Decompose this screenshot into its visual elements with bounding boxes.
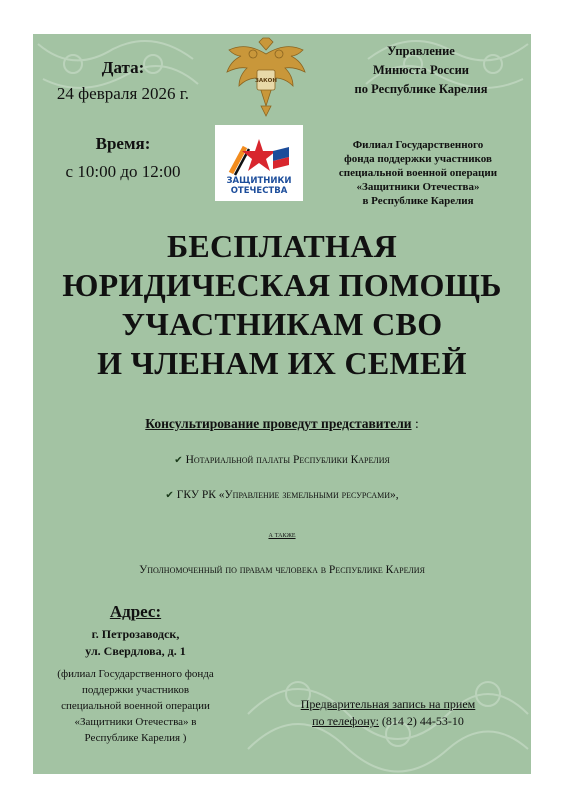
double-headed-eagle-icon bbox=[223, 36, 309, 118]
ministry-line1: Управление bbox=[387, 44, 455, 58]
ministry-line3: по Республике Карелия bbox=[354, 82, 488, 96]
fund-logo-text-2: ОТЕЧЕСТВА bbox=[230, 186, 288, 196]
headline-line2: ЮРИДИЧЕСКАЯ ПОМОЩЬ bbox=[62, 267, 502, 303]
ombudsman-label: Уполномоченный по правам человека в Республике Карелия bbox=[139, 564, 425, 576]
address-note2: поддержки участников bbox=[81, 684, 190, 696]
headline-line4: И ЧЛЕНАМ ИХ СЕМЕЙ bbox=[97, 345, 467, 381]
fund-line4: «Защитники Отечества» bbox=[356, 181, 480, 193]
also-label: а также bbox=[268, 530, 296, 539]
time-value: с 10:00 до 12:00 bbox=[65, 162, 181, 181]
ministry-line2: Минюста России bbox=[372, 63, 470, 77]
fund-logo bbox=[215, 125, 303, 201]
booking-block bbox=[273, 696, 503, 730]
time-label: Время: bbox=[95, 134, 151, 153]
address-line2: ул. Свердлова, д. 1 bbox=[85, 644, 186, 658]
date-value: 24 февраля 2026 г. bbox=[56, 84, 190, 103]
org-notary-label: Нотариальной палаты Республики Карелия bbox=[185, 454, 390, 466]
consult-suffix: : bbox=[411, 416, 419, 431]
headline-line1: БЕСПЛАТНАЯ bbox=[166, 228, 398, 264]
address-note5: Республике Карелия ) bbox=[84, 732, 187, 744]
address-title: Адрес: bbox=[109, 602, 162, 621]
address-block bbox=[33, 626, 238, 660]
checkmark-icon: ✔ bbox=[165, 490, 174, 501]
date-label: Дата: bbox=[101, 58, 145, 77]
ministry-block bbox=[346, 42, 496, 99]
consult-heading bbox=[33, 416, 531, 432]
poster bbox=[33, 34, 531, 774]
fund-block bbox=[318, 138, 518, 208]
fund-line3: специальной военной операции bbox=[338, 167, 498, 179]
emblem-shield-text: ЗАКОН bbox=[255, 78, 277, 84]
booking-phone-label: по телефону: bbox=[312, 714, 379, 728]
address-note3: специальной военной операции bbox=[61, 700, 210, 712]
fund-logo-text-1: ЗАЩИТНИКИ bbox=[226, 176, 292, 186]
fund-line5: в Республике Карелия bbox=[362, 195, 474, 207]
consult-text: Консультирование проведут представители bbox=[145, 416, 412, 431]
org-item-notary bbox=[33, 454, 531, 466]
address-line1: г. Петрозаводск, bbox=[91, 627, 180, 641]
checkmark-icon: ✔ bbox=[174, 455, 183, 466]
fund-line1: Филиал Государственного bbox=[352, 139, 484, 151]
booking-line1: Предварительная запись на прием bbox=[300, 697, 476, 711]
fund-line2: фонда поддержки участников bbox=[344, 153, 492, 165]
booking-phone[interactable]: (814 2) 44-53-10 bbox=[378, 714, 464, 728]
star-ribbon-icon bbox=[215, 125, 303, 201]
address-note4: «Защитники Отечества» в bbox=[74, 716, 197, 728]
headline bbox=[33, 227, 531, 383]
address-note bbox=[33, 666, 238, 746]
org-land-label: ГКУ РК «Управление земельными ресурсами», bbox=[176, 489, 399, 501]
headline-line3: УЧАСТНИКАМ СВО bbox=[121, 306, 443, 342]
address-note1: (филиал Государственного фонда bbox=[57, 668, 214, 680]
org-item-land bbox=[33, 489, 531, 501]
